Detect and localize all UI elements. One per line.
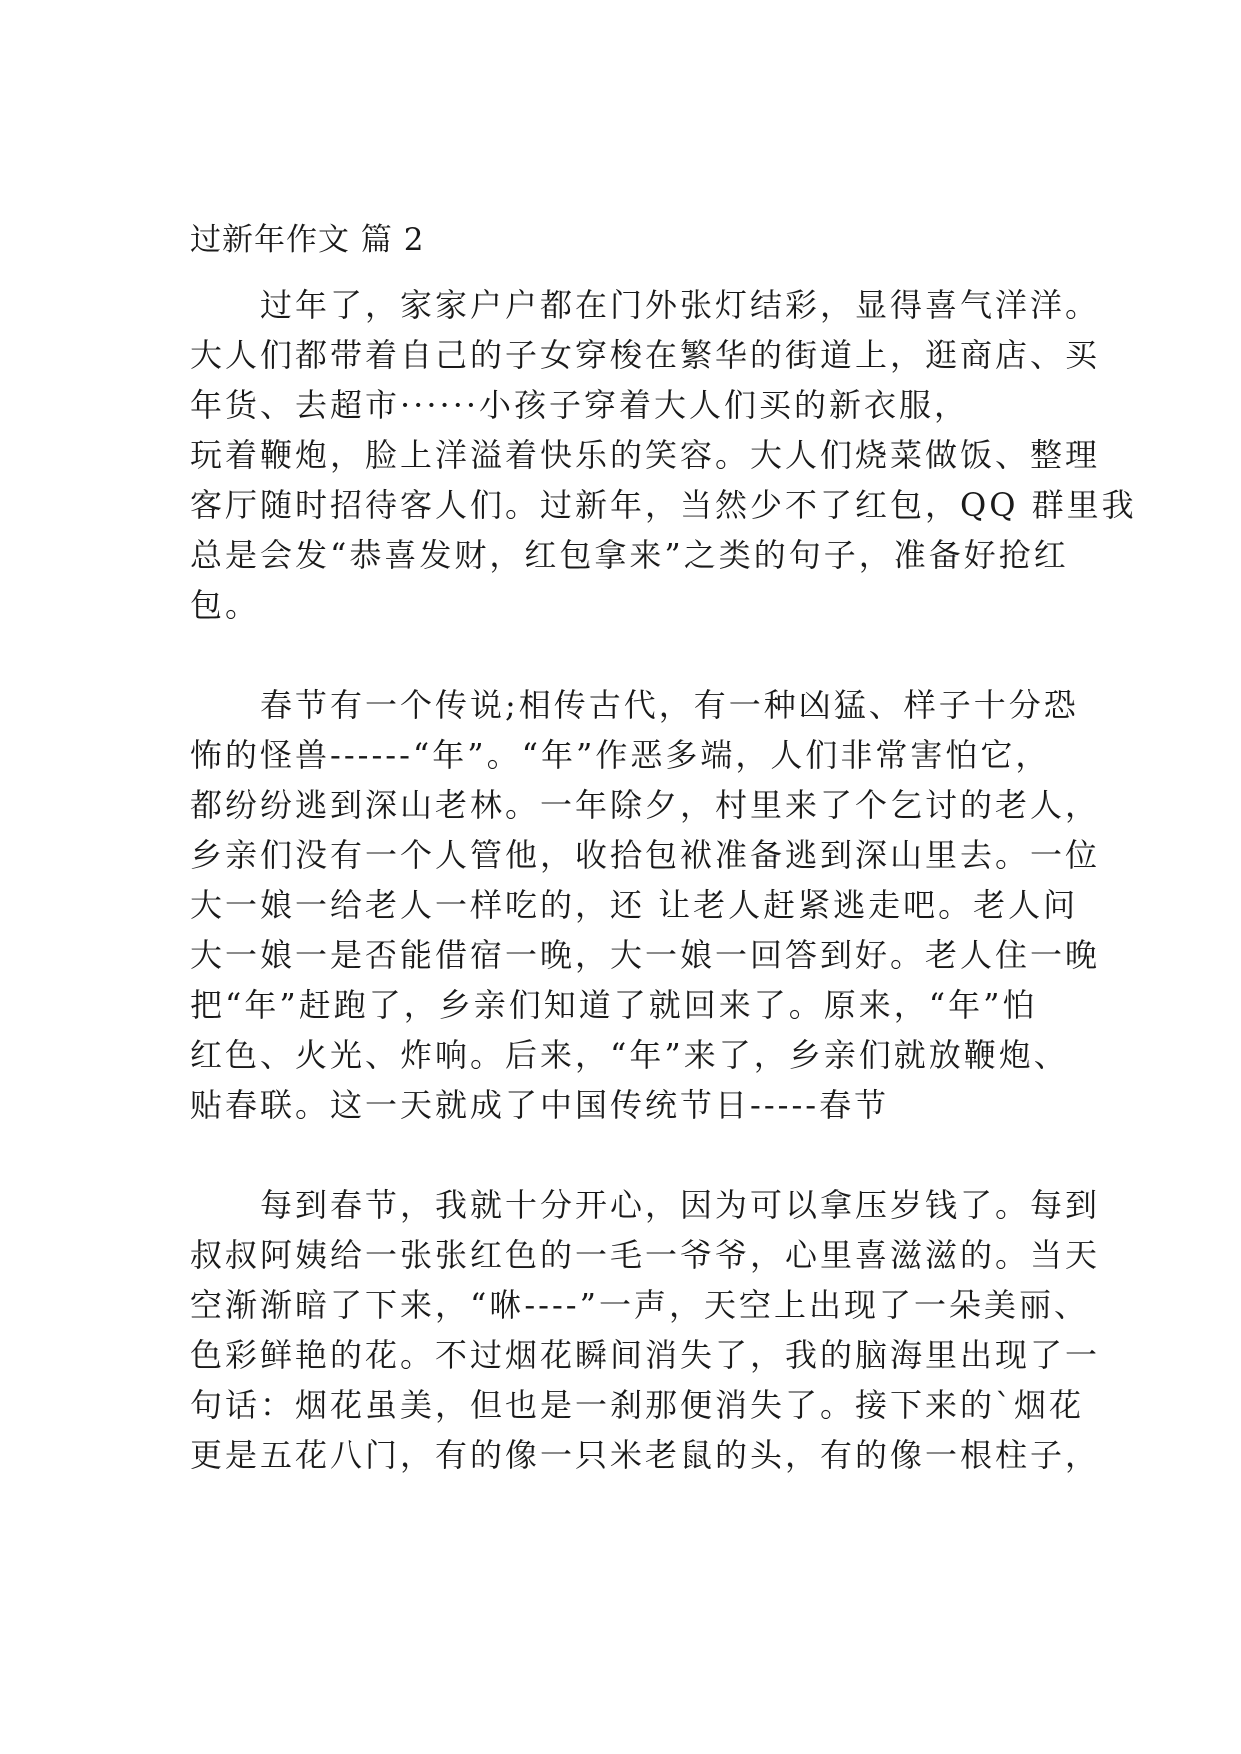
text-line: 怖的怪兽------“年”。“年”作恶多端，人们非常害怕它， [190,736,1051,774]
text-line: 客厅随时招待客人们。过新年，当然少不了红包，QQ 群里我 [190,486,1137,524]
document-title: 过新年作文 篇 2 [190,222,425,258]
text-line: 年货、去超市······小孩子穿着大人们买的新衣服， [190,386,970,424]
text-line: 空渐渐暗了下来，“咻----”一声，天空上出现了一朵美丽、 [190,1286,1089,1324]
text-line: 更是五花八门，有的像一只米老鼠的头，有的像一根柱子， [190,1436,1101,1474]
text-line: 色彩鲜艳的花。不过烟花瞬间消失了，我的脑海里出现了一 [190,1336,1101,1374]
text-line: 每到春节，我就十分开心，因为可以拿压岁钱了。每到 [260,1186,1101,1224]
paragraph-1 [190,280,1137,630]
text-line: 句话：烟花虽美，但也是一刹那便消失了。接下来的`烟花 [190,1386,1085,1424]
text-line: 乡亲们没有一个人管他，收拾包袱准备逃到深山里去。一位 [190,836,1101,874]
text-line: 大一娘一给老人一样吃的，还 让老人赶紧逃走吧。老人问 [190,886,1079,924]
text-line: 总是会发“恭喜发财，红包拿来”之类的句子，准备好抢红 [190,536,1069,574]
text-line: 大人们都带着自己的子女穿梭在繁华的街道上，逛商店、买 [190,336,1101,374]
text-line: 过年了，家家户户都在门外张灯结彩，显得喜气洋洋。 [260,286,1101,324]
text-line: 贴春联。这一天就成了中国传统节日-----春节 [190,1086,890,1124]
text-line: 都纷纷逃到深山老林。一年除夕，村里来了个乞讨的老人， [190,786,1101,824]
text-line: 把“年”赶跑了，乡亲们知道了就回来了。原来，“年”怕 [190,986,1038,1024]
text-line: 红色、火光、炸响。后来，“年”来了，乡亲们就放鞭炮、 [190,1036,1069,1074]
text-line: 大一娘一是否能借宿一晚，大一娘一回答到好。老人住一晚 [190,936,1101,974]
text-line: 春节有一个传说;相传古代，有一种凶猛、样子十分恐 [260,686,1079,724]
text-line: 叔叔阿姨给一张张红色的一毛一爷爷，心里喜滋滋的。当天 [190,1236,1101,1274]
text-line: 玩着鞭炮，脸上洋溢着快乐的笑容。大人们烧菜做饭、整理 [190,436,1101,474]
paragraph-2 [190,680,1101,1130]
text-line: 包。 [190,586,261,624]
paragraph-3 [190,1180,1101,1480]
